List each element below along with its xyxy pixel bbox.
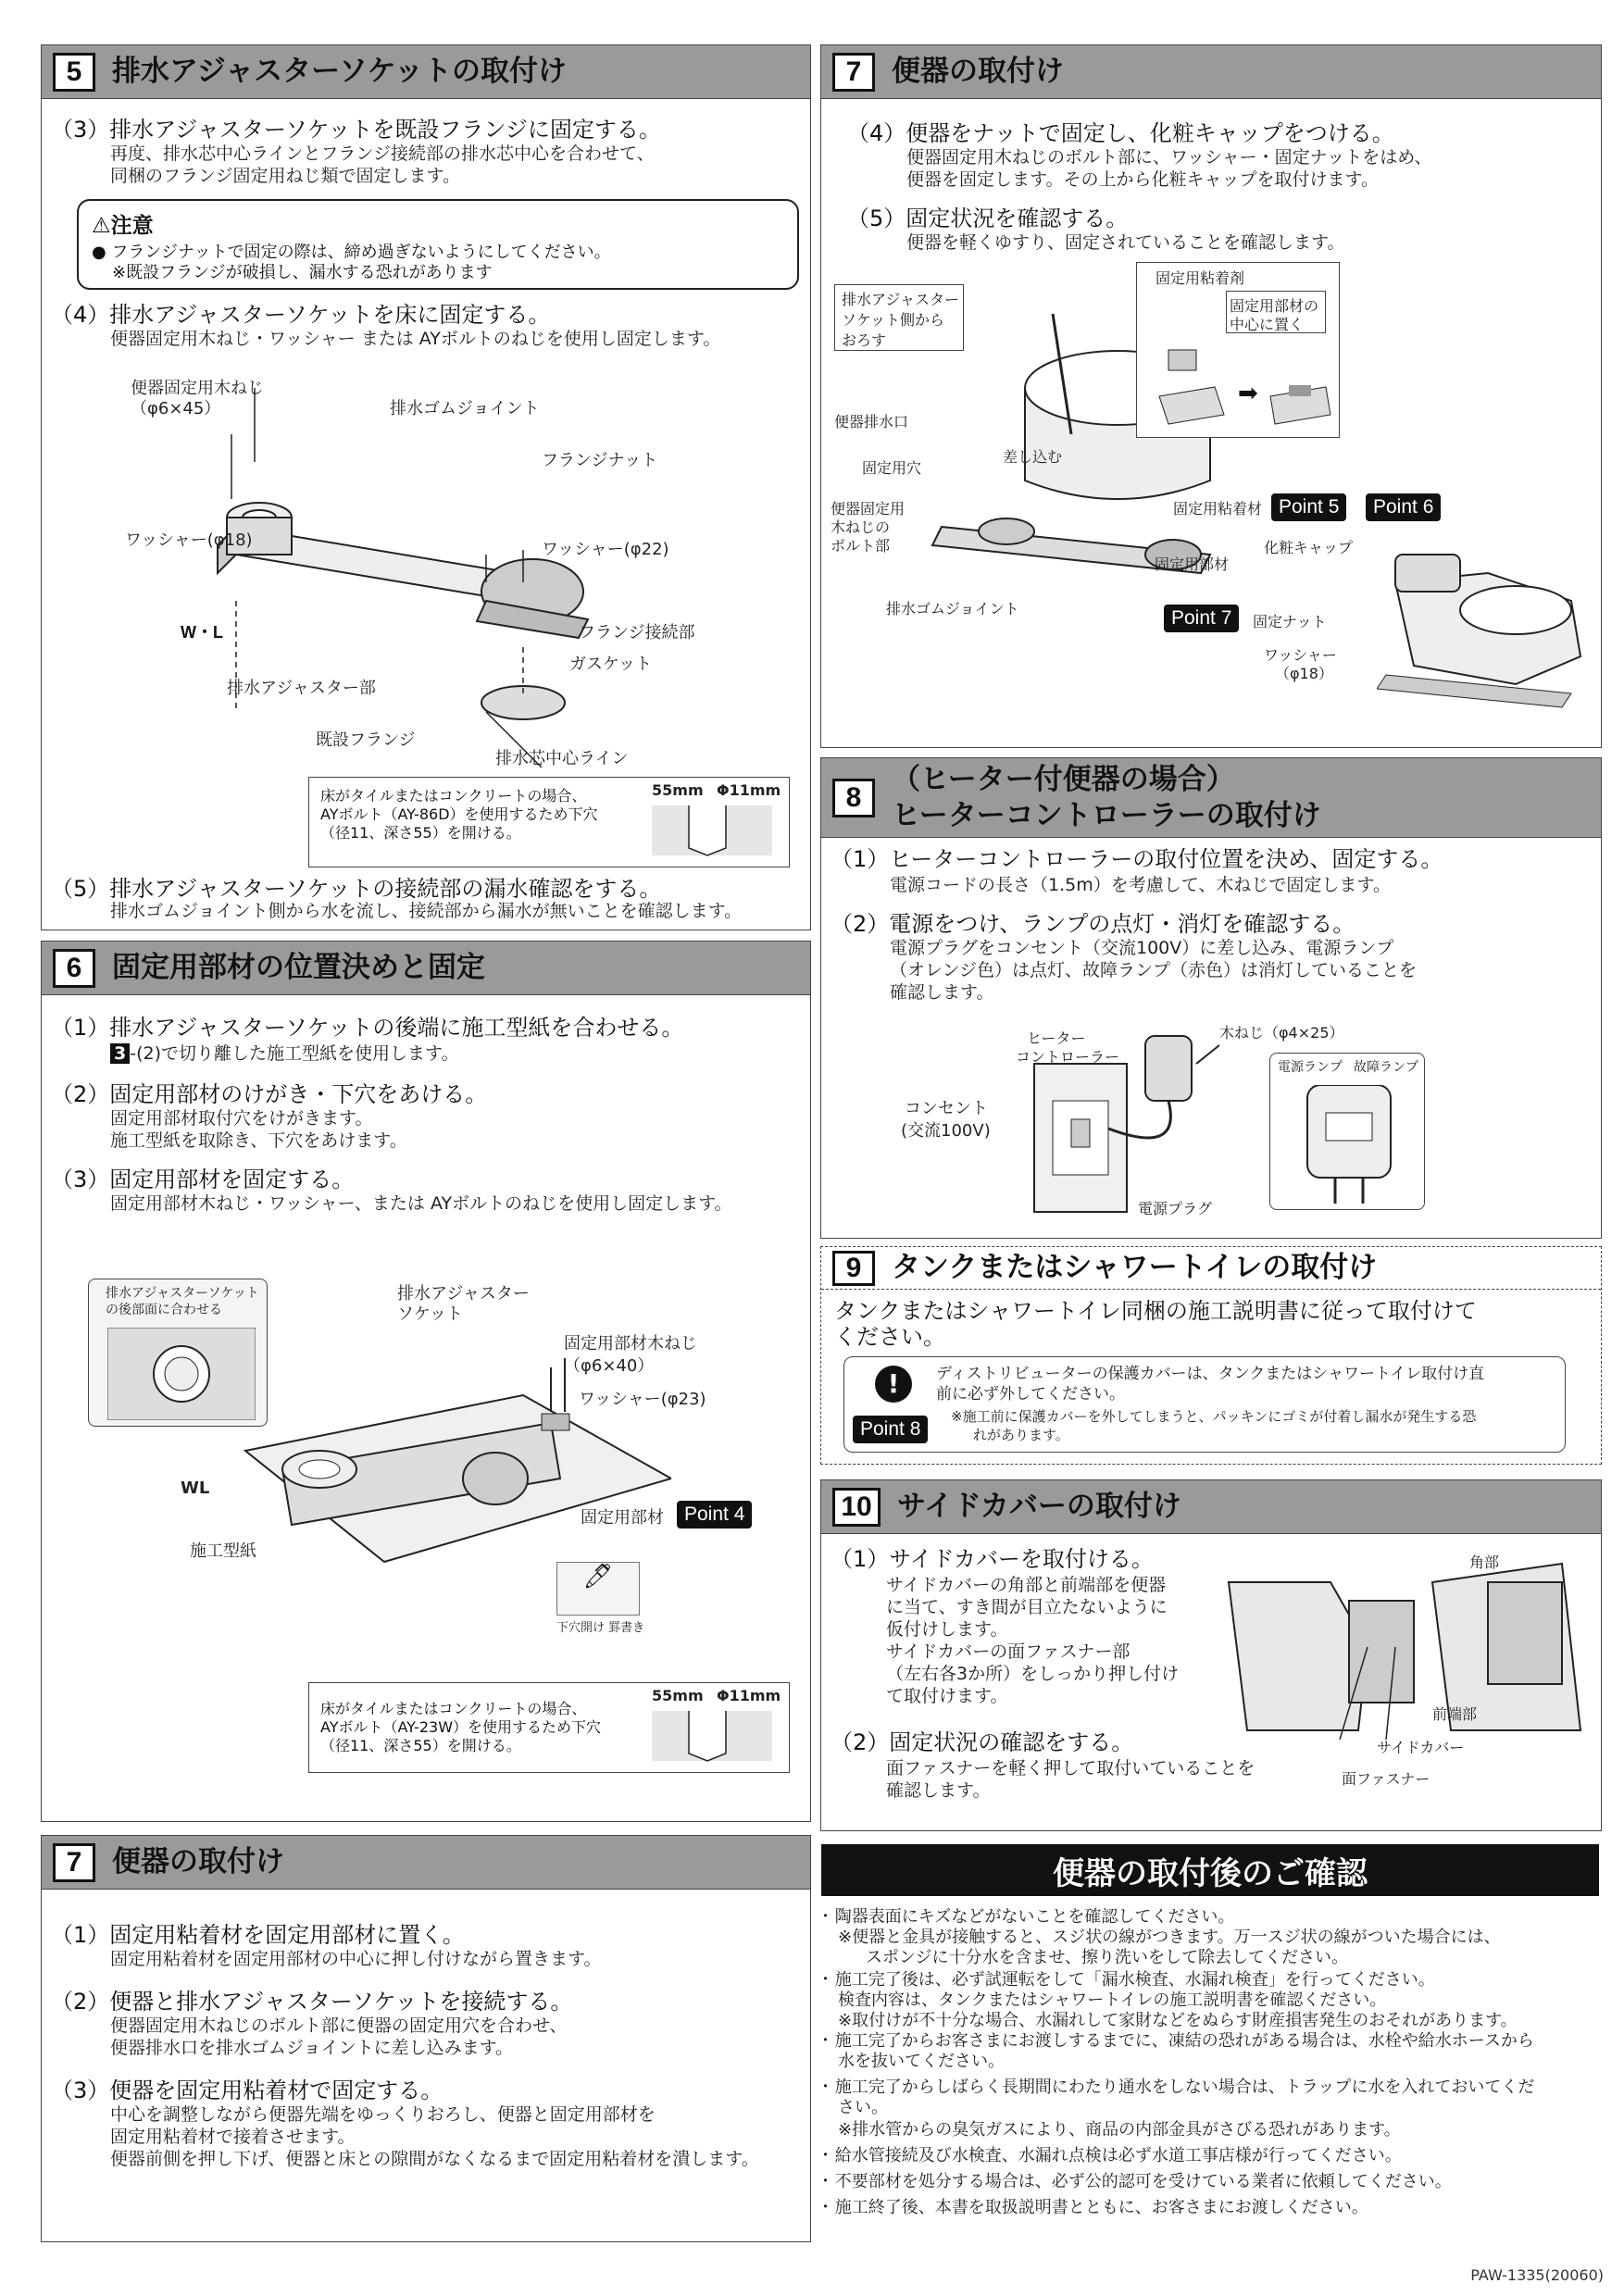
step-7-3-desc-b: 固定用粘着材で接着させます。 [110, 2127, 356, 2147]
step-7-5-desc: 便器を軽くゆすり、固定されていることを確認します。 [906, 232, 1345, 253]
step-6-1: （1）排水アジャスターソケットの後端に施工型紙を合わせる。 [51, 1015, 684, 1041]
note-line: （径11、深さ55）を開ける。 [320, 824, 521, 842]
section-number: 10 [832, 1488, 881, 1527]
step-5-3-desc-b: 同梱のフランジ固定用ねじ類で固定します。 [110, 166, 461, 186]
label-center-2: 中心に置く [1230, 316, 1305, 333]
label-washer-18: ワッシャー(φ18) [125, 530, 253, 550]
label-bolt-3: ボルト部 [831, 537, 891, 555]
step-7-1-desc: 固定用粘着材を固定用部材の中心に押し付けながら置きます。 [110, 1949, 602, 1969]
step-7-2-desc-b: 便器排水口を排水ゴムジョイントに差し込みます。 [110, 2038, 514, 2058]
step-6-2-desc-a: 固定用部材取付穴をけがきます。 [110, 1108, 373, 1129]
label-flange-nut: フランジナット [542, 451, 658, 470]
step-10-1: （1）サイドカバーを取付ける。 [831, 1546, 1154, 1572]
section-7-left [41, 1835, 811, 2242]
label-wood-screw: 木ねじ（φ4×25） [1219, 1024, 1344, 1042]
controller-front-icon [1298, 1085, 1400, 1205]
conf-line: ･ 給水管接続及び水検査、水漏れ点検は必ず水道工事店様が行ってください。 [821, 2146, 1402, 2165]
section-number: 6 [53, 949, 95, 988]
wl-mark: W・L [181, 623, 223, 642]
depth-label: 55mm [652, 781, 704, 799]
step-6-3: （3）固定用部材を固定する。 [51, 1167, 355, 1192]
label-washer-22: ワッシャー(φ22) [542, 540, 669, 559]
point-7-badge: Point 7 [1164, 605, 1239, 632]
section-number: 9 [832, 1251, 875, 1286]
step-7-2: （2）便器と排水アジャスターソケットを接続する。 [51, 1989, 573, 2015]
section-title: 便器の取付け [892, 55, 1064, 89]
label-screw: 固定用部材木ねじ [564, 1334, 697, 1354]
exclamation-icon: ! [875, 1366, 912, 1403]
caution-box [77, 199, 799, 290]
step-7-2-desc-a: 便器固定用木ねじのボルト部に便器の固定用穴を合わせ、 [110, 2015, 568, 2036]
label-flange-conn: フランジ接続部 [579, 623, 695, 643]
step-10-2: （2）固定状況の確認をする。 [831, 1729, 1134, 1755]
note-line: AYボルト（AY-23W）を使用するため下穴 [320, 1718, 602, 1736]
note-line: （径11、深さ55）を開ける。 [320, 1737, 521, 1754]
label-adhesive-part: 固定用粘着材 [1173, 500, 1263, 518]
label-drill: 下穴開け 罫書き [556, 1621, 645, 1635]
section-10-header [821, 1480, 1601, 1534]
label-outlet-2: (交流100V) [901, 1121, 991, 1141]
label-socket-2: ソケット [397, 1304, 463, 1324]
warn-line-4: れがあります。 [973, 1427, 1069, 1443]
label-fixing-part: 固定用部材 [581, 1508, 664, 1528]
ref-number: 3 [110, 1043, 130, 1064]
label-lower-2: ソケット側から [842, 311, 945, 329]
adjuster-socket-diagram [181, 379, 699, 767]
step-10-1-desc-f: て取付けます。 [886, 1686, 1008, 1706]
label-fault-lamp: 故障ランプ [1354, 1060, 1418, 1075]
label-plug: 電源プラグ [1138, 1200, 1213, 1217]
point-5-badge: Point 5 [1271, 493, 1346, 521]
inset-label-1: 排水アジャスターソケット [106, 1286, 259, 1301]
conf-line: さい。 [838, 2098, 888, 2117]
conf-line: ･ 陶器表面にキズなどがないことを確認してください。 [821, 1907, 1235, 1927]
conf-line: ･ 施工完了からお客さまにお渡しするまでに、凍結の恐れがある場合は、水栓や給水ホースから [821, 2031, 1534, 2051]
section-title-2: ヒーターコントローラーの取付け [892, 798, 1321, 832]
conf-line: 水を抜いてください。 [838, 2052, 1005, 2071]
adhesive-callout [1136, 262, 1340, 438]
toilet-side-diagram [1377, 545, 1590, 712]
inset-label-2: の後部面に合わせる [106, 1303, 222, 1317]
section-8 [820, 757, 1602, 1239]
section-6 [41, 941, 811, 1822]
step-5-4-desc: 便器固定用木ねじ・ワッシャー または AYボルトのねじを使用し固定します。 [110, 329, 721, 349]
label-washer: ワッシャー(φ23) [579, 1390, 706, 1409]
hole-diagram [652, 1707, 772, 1763]
note-line: AYボルト（AY-86D）を使用するため下穴 [320, 805, 598, 823]
step-8-2-desc-a: 電源プラグをコンセント（交流100V）に差し込み、電源ランプ [890, 938, 1394, 958]
section-7-header [42, 1836, 810, 1890]
step-8-2-desc-c: 確認します。 [890, 982, 994, 1003]
warn-line-2: 前に必ず外してください。 [936, 1385, 1125, 1404]
label-bolt-2: 木ねじの [831, 518, 891, 536]
warn-line-1: ディストリビューターの保護カバーは、タンクまたはシャワートイレ取付け直 [936, 1365, 1485, 1383]
label-adjuster: 排水アジャスター部 [227, 679, 376, 698]
section-title: 便器の取付け [112, 1845, 284, 1879]
conf-line: ※取付けが不十分な場合、水漏れして家財などをぬらす財産損害発生のおそれがあります。 [838, 2011, 1518, 2030]
label-side-cover: サイドカバー [1377, 1739, 1465, 1756]
step-5-5: （5）排水アジャスターソケットの接続部の漏水確認をする。 [51, 876, 662, 902]
step-8-2-desc-b: （オレンジ色）は点灯、故障ランプ（赤色）は消灯していることを [890, 960, 1418, 980]
step-10-1-desc-c: 仮付けします。 [886, 1619, 1008, 1640]
section-7-header [821, 45, 1601, 99]
section-5 [41, 44, 811, 930]
section-10 [820, 1479, 1602, 1831]
depth-label: 55mm [652, 1687, 704, 1704]
step-10-1-desc-a: サイドカバーの角部と前端部を便器 [886, 1575, 1167, 1595]
label-wl: WL [181, 1479, 210, 1498]
note-line: 床がタイルまたはコンクリートの場合、 [320, 1700, 587, 1717]
label-rubber-joint: 排水ゴムジョイント [886, 600, 1019, 618]
conf-line: ･ 不要部材を処分する場合は、必ず公的認可を受けている業者に依頼してください。 [821, 2172, 1452, 2191]
label-center-line: 排水芯中心ライン [495, 749, 629, 768]
ref-text: -(2)で切り離した施工型紙を使用します。 [130, 1043, 459, 1064]
conf-line: 検査内容は、タンクまたはシャワートイレの施工説明書を確認ください。 [838, 1990, 1387, 2010]
label-bolt-1: 便器固定用 [831, 500, 906, 518]
diameter-label: Φ11mm [717, 781, 781, 799]
label-nut: 固定ナット [1253, 613, 1327, 630]
label-cap: 化粧キャップ [1264, 539, 1354, 556]
note-box-6 [308, 1682, 790, 1773]
diameter-label: Φ11mm [717, 1687, 781, 1704]
section-title: タンクまたはシャワートイレの取付け [892, 1251, 1378, 1285]
side-cover-diagram [1210, 1545, 1590, 1758]
step-5-3-desc-a: 再度、排水芯中心ラインとフランジ接続部の排水芯中心を合わせて、 [110, 144, 655, 164]
step-5-4: （4）排水アジャスターソケットを床に固定する。 [51, 302, 551, 328]
drill-icon: 🖊 [556, 1562, 640, 1616]
section-title: サイドカバーの取付け [897, 1490, 1181, 1524]
caution-line-1: ● フランジナットで固定の際は、締め過ぎないようにしてください。 [92, 243, 611, 262]
warn-line-3: ※施工前に保護カバーを外してしまうと、パッキンにゴミが付着し漏水が発生する恐 [951, 1408, 1477, 1425]
step-5-5-desc: 排水ゴムジョイント側から水を流し、接続部から漏水が無いことを確認します。 [110, 901, 743, 921]
step-7-3: （3）便器を固定用粘着材で固定する。 [51, 2078, 443, 2103]
note-line: 床がタイルまたはコンクリートの場合、 [320, 787, 587, 805]
step-10-1-desc-d: サイドカバーの面ファスナー部 [886, 1641, 1131, 1662]
label-washer-1: ワッシャー [1264, 646, 1337, 664]
step-7-5: （5）固定状況を確認する。 [847, 206, 1129, 231]
step-7-4: （4）便器をナットで固定し、化粧キャップをつける。 [847, 120, 1394, 146]
step-6-1-desc [110, 1043, 459, 1065]
step-8-1-desc: 電源コードの長さ（1.5m）を考慮して、木ねじで固定します。 [890, 875, 1391, 895]
section-number: 8 [832, 779, 875, 817]
label-center-1: 固定用部材の [1230, 297, 1319, 315]
hole-diagram [652, 802, 772, 857]
step-8-1: （1）ヒーターコントローラーの取付位置を決め、固定する。 [831, 846, 1443, 872]
section-9-body-2: ください。 [834, 1324, 945, 1350]
step-7-4-desc-b: 便器を固定します。その上から化粧キャップを取付けます。 [906, 169, 1379, 190]
conf-line: ･ 施工完了からしばらく長期間にわたり通水をしない場合は、トラップに水を入れておいてくだ [821, 2078, 1535, 2097]
section-5-header [42, 45, 810, 99]
label-lower-1: 排水アジャスター [842, 291, 960, 308]
label-corner: 角部 [1469, 1554, 1500, 1571]
section-9-body-1: タンクまたはシャワートイレ同梱の施工説明書に従って取付けて [834, 1298, 1477, 1324]
conf-line: ※排水管からの臭気ガスにより、商品の内部金具がさびる恐れがあります。 [838, 2120, 1401, 2140]
label-fixing-part: 固定用部材 [1155, 555, 1230, 573]
section-6-header [42, 942, 810, 995]
conf-line: ※便器と金具が接触すると、スジ状の線がつきます。万一スジ状の線がついた場合には、 [838, 1928, 1501, 1947]
point-6-badge: Point 6 [1366, 493, 1441, 521]
point-4-badge: Point 4 [677, 1501, 752, 1529]
step-7-4-desc-a: 便器固定用木ねじのボルト部に、ワッシャー・固定ナットをはめ、 [906, 147, 1432, 168]
step-10-2-desc-b: 確認します。 [886, 1780, 991, 1801]
conf-line: ･ 施工完了後は、必ず試運転をして「漏水検査、水漏れ検査」を行ってください。 [821, 1970, 1435, 1990]
lamp-callout [1269, 1053, 1425, 1210]
step-10-1-desc-e: （左右各3か所）をしっかり押し付け [886, 1664, 1180, 1684]
label-washer-2: （φ18） [1275, 665, 1333, 682]
label-screw-size: （φ6×45） [131, 399, 221, 418]
label-outlet-1: コンセント [905, 1099, 988, 1118]
label-front-edge: 前端部 [1432, 1705, 1478, 1723]
section-7-right [820, 44, 1602, 748]
step-6-2: （2）固定用部材のけがき・下穴をあける。 [51, 1081, 488, 1107]
label-template: 施工型紙 [190, 1541, 256, 1561]
label-socket-1: 排水アジャスター [397, 1284, 530, 1304]
label-heater-1: ヒーター [1027, 1029, 1086, 1047]
step-7-3-desc-c: 便器前側を押し下げ、便器と床との隙間がなくなるまで固定用粘着材を潰します。 [110, 2149, 759, 2169]
step-7-1: （1）固定用粘着材を固定用部材に置く。 [51, 1922, 465, 1948]
label-rubber-joint: 排水ゴムジョイント [390, 399, 540, 418]
step-6-3-desc: 固定用部材木ねじ・ワッシャー、または AYボルトのねじを使用し固定します。 [110, 1193, 732, 1214]
label-power-lamp: 電源ランプ [1278, 1060, 1343, 1075]
warning-triangle-icon: ⚠ [92, 214, 111, 238]
note-box-5 [308, 777, 790, 867]
caution-title: 注意 [110, 214, 154, 238]
section-8-header [821, 758, 1601, 838]
section-9-header [821, 1247, 1601, 1290]
document-code: PAW-1335(20060) [1470, 2266, 1604, 2284]
arrow-right-icon: ➡ [1238, 380, 1258, 407]
section-title-1: （ヒーター付便器の場合） [892, 762, 1235, 796]
conf-line: スポンジに十分水を含ませ、擦り洗いをして除去してください。 [866, 1948, 1349, 1967]
label-hole: 固定用穴 [862, 459, 922, 477]
conf-line: ･ 施工終了後、本書を取扱説明書とともに、お客さまにお渡しください。 [821, 2198, 1368, 2217]
label-adhesive: 固定用粘着剤 [1156, 269, 1245, 287]
point-8-badge: Point 8 [853, 1416, 928, 1443]
final-check-title: 便器の取付後のご確認 [821, 1844, 1599, 1896]
label-insert: 差し込む [1003, 448, 1063, 466]
step-10-2-desc-a: 面ファスナーを軽く押して取付いていることを [886, 1758, 1255, 1778]
section-title: 排水アジャスターソケットの取付け [112, 55, 568, 89]
label-lower-3: おろす [842, 331, 887, 349]
adhesive-illustration [1150, 341, 1335, 433]
label-existing-flange: 既設フランジ [316, 730, 416, 750]
label-screw: 便器固定用木ねじ [131, 379, 264, 398]
label-gasket: ガスケット [569, 655, 653, 674]
section-number: 7 [53, 1843, 95, 1882]
step-10-1-desc-b: に当て、すき間が目立たないように [886, 1597, 1168, 1617]
heater-controller-diagram [960, 1027, 1312, 1230]
label-heater-2: コントローラー [1016, 1048, 1120, 1066]
section-title: 固定用部材の位置決めと固定 [112, 951, 485, 985]
step-7-3-desc-a: 中心を調整しながら便器先端をゆっくりおろし、便器と固定用部材を [110, 2104, 656, 2125]
step-6-2-desc-b: 施工型紙を取除き、下穴をあけます。 [110, 1130, 407, 1151]
step-5-3: （3）排水アジャスターソケットを既設フランジに固定する。 [51, 117, 661, 143]
label-fastener: 面ファスナー [1342, 1770, 1430, 1788]
section-number: 5 [53, 53, 95, 92]
section-9 [820, 1246, 1602, 1465]
caution-line-2: ※既設フランジが破損し、漏水する恐れがあります [112, 263, 493, 282]
label-outlet: 便器排水口 [834, 413, 909, 430]
step-8-2: （2）電源をつけ、ランプの点灯・消灯を確認する。 [831, 911, 1355, 937]
label-screw-size: （φ6×40） [564, 1356, 655, 1376]
section-number: 7 [832, 53, 875, 92]
